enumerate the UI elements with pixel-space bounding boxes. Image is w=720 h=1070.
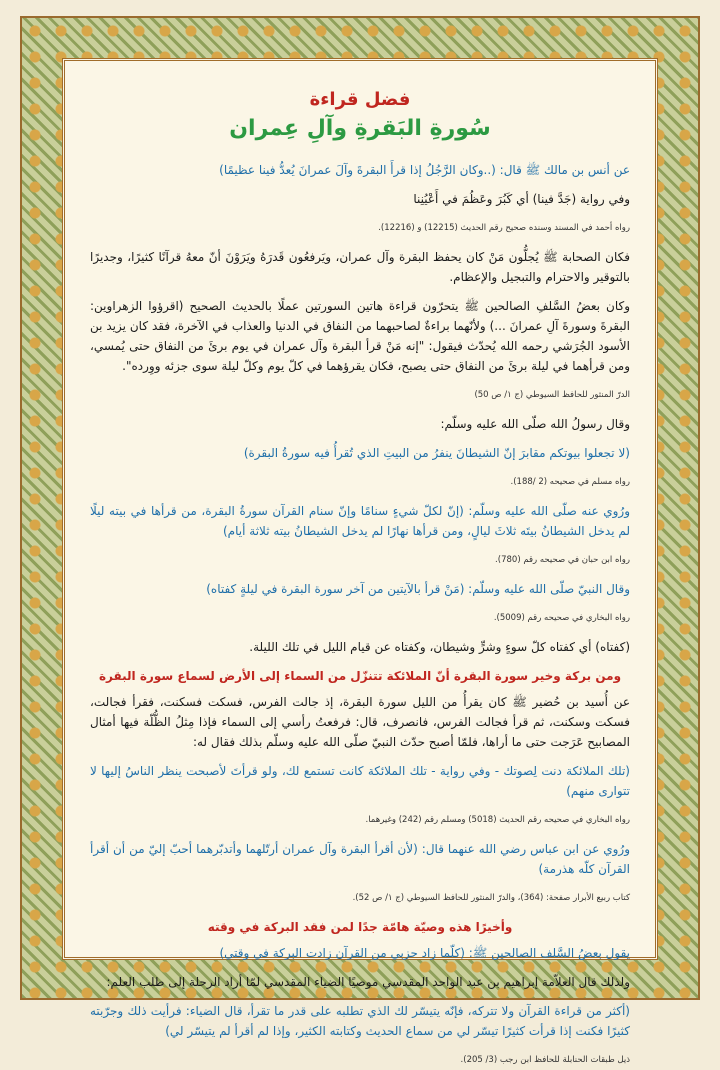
paragraph: (تلك الملائكة دنت لِصوتك - وفي رواية - تلك الملائكة كانت تستمع لك، ولو قرأتَ لأصبحت ينظر الناسُ إليها لا تتوارى منهم) xyxy=(90,764,630,798)
title-main: سُورةِ البَقرةِ وآلِ عِمران xyxy=(229,116,491,141)
paragraph: وقال رسولُ الله صلّى الله عليه وسلّم: xyxy=(440,417,630,431)
paragraph: يقول بعضُ السَّلف الصالحين ﷺ: (كلّما زاد حزبي من القرآن زادت البركة في وقتي) xyxy=(219,946,630,960)
paragraph: (لا تجعلوا بيوتكم مقابرَ إنّ الشيطانَ ينفرُ من البيتِ الذي تُقرأُ فيه سورةُ البقرة) xyxy=(243,446,630,460)
paragraph: ولذلك قال العلاّمة إبراهيم بن عبد الواحد المقدسي موصيًا الضياء المقدسي لمّا أراد الرحلة إلى طلب العلم: xyxy=(106,975,630,989)
reference: رواه أحمد في المسند وسنده صحيح رقم الحديث (12215) و (12216). xyxy=(378,223,630,233)
reference: كتاب ربيع الأبرار صفحة: (364)، والدرّ المنثور للحافظ السيوطي (ج ١/ ص 52). xyxy=(352,893,630,903)
reference: رواه مسلم في صحيحه (2 /188). xyxy=(510,477,630,487)
content xyxy=(90,78,630,1065)
paragraph: فكان الصحابة ﷺ يُجلُّون مَنْ كان يحفظ البقرة وآل عمران، ويَرفعُون قَدرَهُ ويَرَوْنَ أنّ معهُ قرآنًا كثيرًا، وجديرًا بالتوقير والاحترام والتبجيل والإعظام. xyxy=(90,250,630,284)
reference: الدرّ المنثور للحافظ السيوطي (ج ١/ ص 50) xyxy=(474,390,630,400)
section-1 xyxy=(90,160,630,657)
section-3 xyxy=(90,943,630,1070)
paragraph: عن أنس بن مالك ﷺ قال: (..وكان الرَّجُلُ إذا قرأَ البقرةَ وآلَ عمرانَ يُعدُّ فينا عظيمًا) xyxy=(219,163,630,177)
paragraph: وكان بعضُ السَّلفِ الصالحين ﷺ يتحرّون قراءة هاتين السورتين عملًا بالحديث الصحيح (اقرؤوا الزهراوين: البقرةَ وسورةَ آلِ عمرانَ ...) ولأنّهما براءةٌ لصاحبهما من النفاق في الدنيا والعذاب في الآخرة، فقد كان يزيد بن الأسود الجُرَشي رحمه الله يُحدّث فيقول: "إنه مَنْ قرأ البقرة وآل عمران في يوم برئَ من النفاق حتى يُمسي، ومن قرأهما في ليلة برئَ من النفاق حتى يصبح، فكان يقرؤهما في كلّ يوم وكلّ ليلة سوى جزئه ووِرده". xyxy=(90,299,630,373)
reference: ذيل طبقات الحنابلة للحافظ ابن رجب (3/ 205). xyxy=(460,1055,630,1065)
paragraph: وقال النبيّ صلّى الله عليه وسلّم: (مَنْ قرأ بالآيتين من آخر سورة البقرة في ليلةٍ كفتاه) xyxy=(206,582,630,596)
subheading-advice: وأخيرًا هذه وصيّة هامّة جدًا لمن فقد البركة في وقته xyxy=(207,920,513,934)
reference: رواه ابن حبان في صحيحه رقم (780). xyxy=(495,555,630,565)
paragraph: (كفتاه) أي كفتاه كلّ سوءٍ وشرٍّ وشيطان، وكفتاه عن قيام الليل في تلك الليلة. xyxy=(249,640,630,654)
subheading-angels: ومن بركة وخير سورة البقرة أنّ الملائكة تتنزّل من السماء إلى الأرض لسماع سورة البقرة xyxy=(98,669,622,683)
paragraph: ورُوي عن ابن عباس رضي الله عنهما قال: (لأن أقرأ البقرة وآل عمران أرتّلهما وأتدبّرهما أحبّ إليّ من أن أقرأ القرآن كلّه هذرمة) xyxy=(90,842,630,876)
title-top: فضل قراءة xyxy=(309,89,411,110)
paragraph: عن أُسيد بن حُضير ﷺ كان يقرأُ من الليل سورة البقرة، إذ جالت الفرس، فسكت فسكنت، فقرأ فجالت، فسكت وسكنت، ثم قرأ فجالت الفرس، فانصرف، قال: فرفعتُ رأسي إلى السماء فإذا مِثلُ الظُّلّة فيها أمثال المصابيح عَرَجت حتى ما أراها، فلمّا أصبح حدّث النبيّ صلّى الله عليه وسلّم بذلك فقال له: xyxy=(90,695,630,749)
section-2 xyxy=(90,692,630,908)
paragraph: ورُوي عنه صلّى الله عليه وسلّم: (إنّ لكلّ شيءٍ سنامًا وإنّ سنام القرآن سورةُ البقرة، من قرأها في بيته ليلًا لم يدخل الشيطانُ بيتَه ثلاثَ ليالٍ، ومن قرأها نهارًا لم يدخل الشيطانُ بيته ثلاثة أيام) xyxy=(90,504,630,538)
reference: رواه البخاري في صحيحه رقم الحديث (5018) ومسلم رقم (242) وغيرهما. xyxy=(365,815,630,825)
paragraph: (أكثر من قراءة القرآن ولا تتركه، فإنّه يتيسّر لك الذي تطلبه على قدر ما تقرأ، قال الضياء: فرأيت ذلك وجرّبته كثيرًا فكنت إذا قرأت كثيرًا تيسّر لي من سماع الحديث وكتابته الكثير، وإذا لم أقرأ لم يتيسّر لي) xyxy=(90,1004,630,1038)
paragraph: وفي رواية (جَدَّ فينا) أي كَبُرَ وعَظُمَ في أَعْيُنِنا xyxy=(413,192,630,206)
reference: رواه البخاري في صحيحه رقم (5009). xyxy=(493,613,630,623)
